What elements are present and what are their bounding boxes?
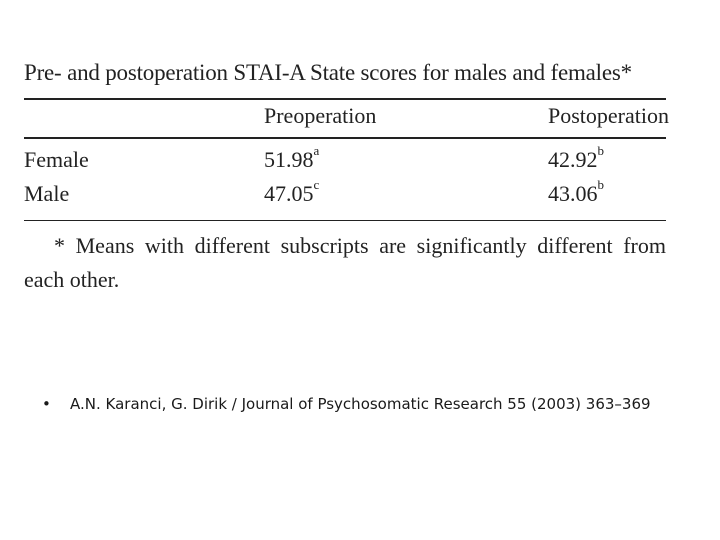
table-row-female	[24, 142, 666, 181]
table-row-male	[24, 176, 666, 215]
preoperation-cell	[264, 176, 320, 207]
column-header-preoperation: Preoperation	[264, 103, 377, 128]
cell-value: 47.05	[264, 180, 314, 206]
bullet-item-citation	[40, 393, 680, 415]
bullet-list	[40, 393, 680, 415]
cell-superscript: c	[313, 176, 320, 192]
cell-superscript: b	[597, 142, 604, 158]
cell-value: 43.06	[548, 180, 598, 206]
postoperation-cell	[548, 142, 604, 173]
preoperation-cell	[264, 142, 320, 173]
table-header-row	[24, 100, 669, 137]
cell-superscript: a	[313, 142, 320, 158]
cell-value: 42.92	[548, 146, 598, 172]
bullet-icon: •	[42, 395, 51, 413]
row-label: Female	[24, 146, 89, 172]
table-bottom-rule	[24, 220, 666, 222]
postoperation-cell	[548, 176, 604, 207]
cell-superscript: b	[597, 176, 604, 192]
table-footnote: * Means with different subscripts are significantly different from each other.	[24, 233, 666, 292]
cell-value: 51.98	[264, 146, 314, 172]
row-label: Male	[24, 180, 70, 206]
table-body	[24, 139, 666, 220]
table-image	[24, 58, 669, 297]
column-header-postoperation: Postoperation	[548, 103, 669, 128]
citation-text: A.N. Karanci, G. Dirik / Journal of Psychosomatic Research 55 (2003) 363–369	[70, 395, 651, 413]
table-title: Pre- and postoperation STAI-A State scores for males and females*	[24, 60, 632, 85]
